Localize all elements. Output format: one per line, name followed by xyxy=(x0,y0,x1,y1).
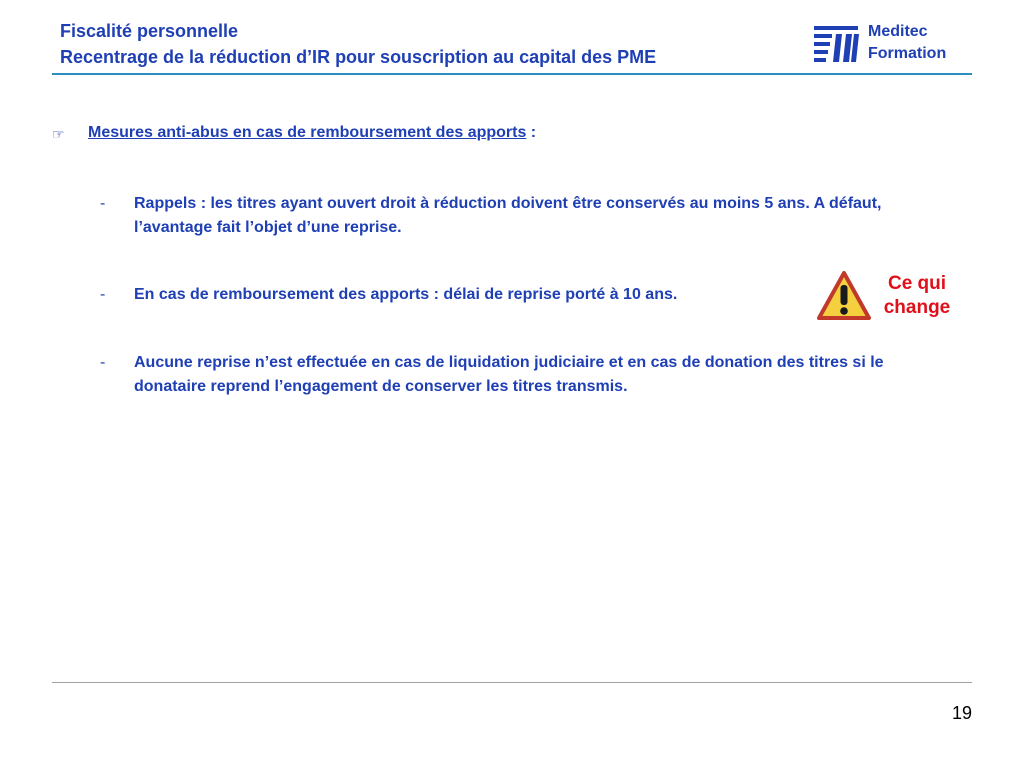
meditec-logo xyxy=(812,20,972,68)
warning-icon xyxy=(816,270,872,322)
list-item xyxy=(100,192,930,240)
logo-mark-icon xyxy=(812,20,860,64)
main-bullet xyxy=(52,124,536,144)
list-item-text: Rappels : les titres ayant ouvert droit à réduction doivent être conservés au moins 5 ans. A défaut, l’avantage fait l’objet d’une reprise. xyxy=(134,195,882,236)
list-dash: - xyxy=(100,286,106,303)
page-number: 19 xyxy=(951,703,972,723)
page-subtitle: Recentrage de la réduction d’IR pour souscription au capital des PME xyxy=(60,47,657,67)
pointing-hand-icon: ☞ xyxy=(52,126,65,142)
list-item-text: Aucune reprise n’est effectuée en cas de liquidation judiciaire et en cas de donation des titres si le donataire reprend l’engagement de conserver les titres transmis. xyxy=(134,354,884,395)
footer-rule xyxy=(52,682,972,683)
list-dash: - xyxy=(100,354,106,371)
list-item xyxy=(100,351,930,399)
change-callout: Ce qui change xyxy=(883,273,951,318)
logo-line-1: Meditec xyxy=(868,23,928,40)
main-bullet-heading: Mesures anti-abus en cas de remboursement des apports xyxy=(88,124,527,141)
list-item-text: En cas de remboursement des apports : délai de reprise porté à 10 ans. xyxy=(134,286,678,303)
header-rule xyxy=(52,73,972,75)
page-title: Fiscalité personnelle xyxy=(60,21,239,41)
logo-line-2: Formation xyxy=(868,45,947,62)
main-bullet-suffix: : xyxy=(526,124,537,141)
list-dash: - xyxy=(100,195,106,212)
list-item xyxy=(100,283,930,307)
